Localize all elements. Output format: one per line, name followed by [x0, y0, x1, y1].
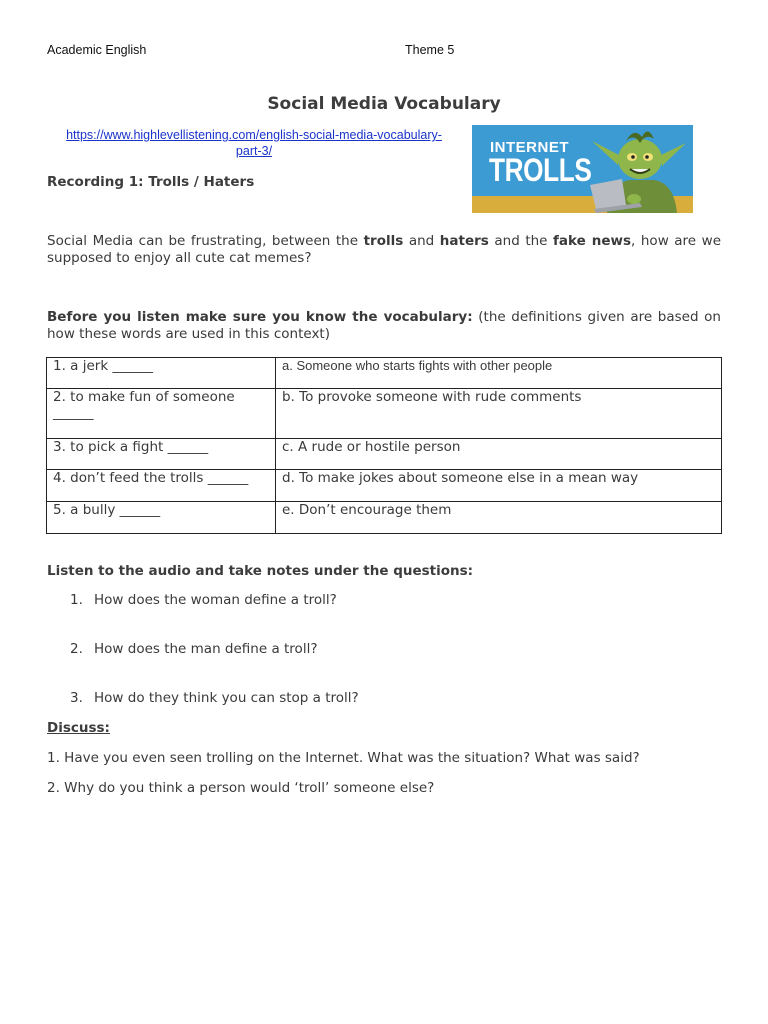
vocabulary-instructions [47, 309, 721, 343]
question-text: How does the woman define a troll? [94, 592, 337, 608]
vocab-term: 1. a jerk ______ [47, 358, 276, 389]
source-link-line2[interactable]: part-3/ [235, 144, 273, 158]
table-row [47, 358, 722, 389]
source-link[interactable] [50, 127, 458, 159]
discuss-question: 2. Why do you think a person would ‘troll’ someone else? [47, 780, 435, 796]
intro-text-4: , how are we supposed to enjoy all cute cat memes? [47, 233, 722, 266]
vocab-term: 4. don’t feed the trolls ______ [47, 470, 276, 502]
vocab-term: 2. to make fun of someone ______ [47, 389, 276, 439]
question-number: 1. [70, 592, 83, 608]
discuss-heading: Discuss: [47, 720, 110, 736]
intro-paragraph [47, 233, 721, 267]
intro-text-1: Social Media can be frustrating, between the [47, 233, 364, 249]
vocab-definition: c. A rude or hostile person [276, 439, 722, 470]
troll-laptop-illustration [582, 125, 693, 213]
page-title: Social Media Vocabulary [267, 94, 501, 114]
header-theme-label: Theme 5 [405, 43, 455, 57]
intro-bold-fake-news: fake news [553, 233, 632, 249]
vocab-definition: d. To make jokes about someone else in a mean way [276, 470, 722, 502]
vocabulary-table [46, 357, 722, 534]
table-row [47, 389, 722, 439]
list-item [70, 592, 337, 608]
banner-title-line1: INTERNET [490, 139, 569, 156]
intro-bold-haters: haters [439, 233, 489, 249]
source-link-line1[interactable]: https://www.highlevellistening.com/english-social-media-vocabulary- [66, 128, 442, 142]
intro-text-2: and [403, 233, 440, 249]
list-item [70, 641, 318, 657]
vocab-definition: a. Someone who starts fights with other people [276, 358, 722, 389]
vocab-term: 5. a bully ______ [47, 502, 276, 534]
internet-trolls-banner [472, 125, 693, 213]
recording-heading: Recording 1: Trolls / Haters [47, 174, 255, 190]
table-row [47, 502, 722, 534]
discuss-question: 1. Have you even seen trolling on the Internet. What was the situation? What was said? [47, 750, 640, 766]
instructions-bold: Before you listen make sure you know the vocabulary: [47, 309, 473, 325]
intro-bold-trolls: trolls [363, 233, 404, 249]
list-item [70, 690, 359, 706]
vocab-definition: b. To provoke someone with rude comments [276, 389, 722, 439]
question-text: How does the man define a troll? [94, 641, 318, 657]
header-course-title: Academic English [47, 43, 147, 57]
banner-title-line2: TROLLS [489, 152, 592, 188]
instructions-rest: (the definitions given are based on how these words are used in this context) [47, 309, 721, 342]
question-number: 2. [70, 641, 83, 657]
vocab-definition: e. Don’t encourage them [276, 502, 722, 534]
table-row [47, 439, 722, 470]
table-row [47, 470, 722, 502]
listen-heading: Listen to the audio and take notes under the questions: [47, 563, 474, 579]
question-text: How do they think you can stop a troll? [94, 690, 359, 706]
intro-text-3: and the [488, 233, 554, 249]
vocab-term: 3. to pick a fight ______ [47, 439, 276, 470]
question-number: 3. [70, 690, 83, 706]
